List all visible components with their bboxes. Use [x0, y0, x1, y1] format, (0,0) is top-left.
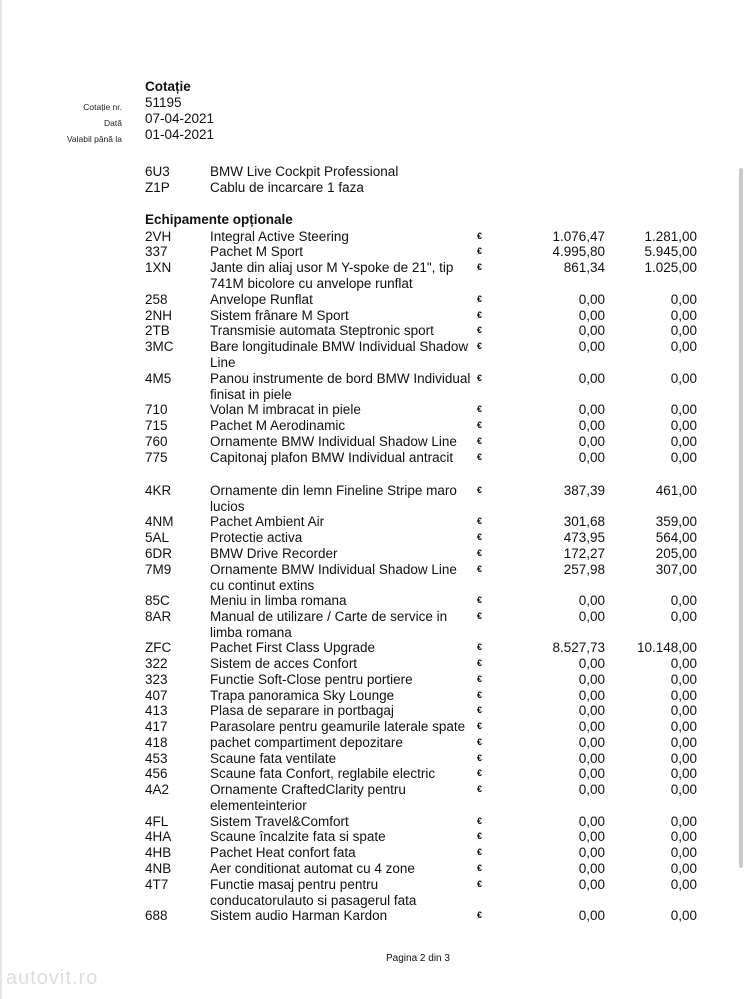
euro-sign: € [477, 404, 483, 414]
item-price-gross: 0,00 [670, 450, 697, 465]
item-description: Functie masaj pentru pentru conducatorulauto si pasagerul fata [210, 877, 417, 908]
item-price-net: 0,00 [578, 719, 605, 734]
euro-sign: € [477, 768, 483, 778]
item-price-gross: 0,00 [670, 402, 697, 417]
euro-sign: € [477, 420, 483, 430]
item-price-net: 0,00 [578, 703, 605, 718]
item-code: 8AR [145, 609, 172, 624]
item-price-gross: 1.281,00 [644, 229, 697, 244]
item-price-net: 0,00 [578, 450, 605, 465]
item-price-gross: 0,00 [670, 609, 697, 624]
item-code: 3MC [145, 339, 174, 354]
item-code: 775 [145, 450, 168, 465]
euro-sign: € [477, 231, 483, 241]
euro-sign: € [477, 721, 483, 731]
item-code: 688 [145, 908, 168, 923]
document-title: Cotație [145, 79, 191, 94]
euro-sign: € [477, 548, 483, 558]
item-code: 418 [145, 735, 168, 750]
item-code: 4T7 [145, 877, 169, 892]
item-price-net: 0,00 [578, 609, 605, 624]
item-code: 322 [145, 656, 168, 671]
item-price-gross: 0,00 [670, 339, 697, 354]
item-price-gross: 0,00 [670, 371, 697, 386]
item-price-net: 0,00 [578, 814, 605, 829]
item-price-gross: 0,00 [670, 434, 697, 449]
watermark: autovit.ro [6, 967, 99, 989]
item-description: Pachet M Sport [210, 244, 304, 259]
item-price-net: 0,00 [578, 656, 605, 671]
item-code: 323 [145, 672, 168, 687]
item-code: 1XN [145, 260, 172, 275]
euro-sign: € [477, 910, 483, 920]
euro-sign: € [477, 847, 483, 857]
item-description: Volan M imbracat in piele [210, 402, 361, 417]
item-description: Aer conditionat automat cu 4 zone [210, 861, 415, 876]
item-price-gross: 0,00 [670, 782, 697, 797]
euro-sign: € [477, 310, 483, 320]
item-code: ZFC [145, 640, 172, 655]
item-code: 4M5 [145, 371, 172, 386]
valid-until-value: 01-04-2021 [145, 127, 215, 142]
item-description: Functie Soft-Close pentru portiere [210, 672, 413, 687]
item-price-gross: 5.945,00 [644, 244, 697, 259]
item-code: 4A2 [145, 782, 170, 797]
item-price-gross: 1.025,00 [644, 260, 697, 275]
item-price-gross: 0,00 [670, 308, 697, 323]
item-price-net: 0,00 [578, 908, 605, 923]
euro-sign: € [477, 341, 483, 351]
item-price-gross: 0,00 [670, 845, 697, 860]
item-price-gross: 0,00 [670, 877, 697, 892]
euro-sign: € [477, 325, 483, 335]
item-description: Trapa panoramica Sky Lounge [210, 688, 395, 703]
item-price-net: 473,95 [563, 530, 605, 545]
item-code: 6DR [145, 546, 173, 561]
item-price-net: 0,00 [578, 735, 605, 750]
euro-sign: € [477, 246, 483, 256]
item-price-net: 0,00 [578, 308, 605, 323]
item-description: Integral Active Steering [210, 229, 349, 244]
item-description: Ornamente CraftedClarity pentru elementeinterior [210, 782, 406, 813]
item-price-gross: 0,00 [670, 593, 697, 608]
euro-sign: € [477, 705, 483, 715]
item-description: BMW Drive Recorder [210, 546, 338, 561]
item-price-gross: 0,00 [670, 861, 697, 876]
item-code: 2NH [145, 308, 173, 323]
item-code: 7M9 [145, 562, 172, 577]
euro-sign: € [477, 485, 483, 495]
item-price-gross: 0,00 [670, 418, 697, 433]
euro-sign: € [477, 452, 483, 462]
item-price-net: 0,00 [578, 782, 605, 797]
euro-sign: € [477, 753, 483, 763]
item-code: 4FL [145, 814, 169, 829]
item-price-net: 301,68 [563, 514, 605, 529]
euro-sign: € [477, 674, 483, 684]
standard-item-desc: BMW Live Cockpit Professional [210, 164, 399, 179]
quote-number-value: 51195 [145, 95, 182, 110]
item-price-net: 0,00 [578, 371, 605, 386]
item-code: 413 [145, 703, 168, 718]
item-price-gross: 0,00 [670, 829, 697, 844]
item-price-gross: 0,00 [670, 735, 697, 750]
item-price-net: 0,00 [578, 829, 605, 844]
euro-sign: € [477, 294, 483, 304]
item-code: 456 [145, 766, 168, 781]
euro-sign: € [477, 784, 483, 794]
euro-sign: € [477, 690, 483, 700]
item-description: Sistem frânare M Sport [210, 308, 349, 323]
euro-sign: € [477, 879, 483, 889]
item-price-gross: 205,00 [655, 546, 697, 561]
item-price-net: 0,00 [578, 861, 605, 876]
item-price-net: 0,00 [578, 593, 605, 608]
item-price-net: 0,00 [578, 339, 605, 354]
item-description: Sistem Travel&Comfort [210, 814, 349, 829]
item-code: 4HB [145, 845, 172, 860]
item-price-net: 172,27 [563, 546, 605, 561]
euro-sign: € [477, 816, 483, 826]
item-price-gross: 0,00 [670, 656, 697, 671]
item-description: Pachet First Class Upgrade [210, 640, 376, 655]
item-price-net: 0,00 [578, 434, 605, 449]
item-price-net: 387,39 [563, 483, 605, 498]
item-price-gross: 0,00 [670, 908, 697, 923]
item-price-net: 0,00 [578, 323, 605, 338]
item-description: Ornamente BMW Individual Shadow Line cu continut extins [210, 562, 457, 593]
item-code: 2TB [145, 323, 170, 338]
item-price-net: 0,00 [578, 766, 605, 781]
item-price-net: 1.076,47 [552, 229, 605, 244]
item-price-net: 257,98 [563, 562, 605, 577]
item-description: Ornamente BMW Individual Shadow Line [210, 434, 457, 449]
item-description: Scaune încalzite fata si spate [210, 829, 386, 844]
item-price-net: 8.527,73 [552, 640, 605, 655]
item-description: pachet compartiment depozitare [210, 735, 403, 750]
item-code: 417 [145, 719, 168, 734]
item-price-gross: 0,00 [670, 703, 697, 718]
item-description: Parasolare pentru geamurile laterale spate [210, 719, 466, 734]
item-description: Plasa de separare in portbagaj [210, 703, 394, 718]
item-description: Protectie activa [210, 530, 303, 545]
euro-sign: € [477, 532, 483, 542]
item-code: 407 [145, 688, 168, 703]
euro-sign: € [477, 595, 483, 605]
item-price-net: 0,00 [578, 292, 605, 307]
item-code: 5AL [145, 530, 170, 545]
item-code: 258 [145, 292, 168, 307]
page-number: Pagina 2 din 3 [386, 953, 450, 964]
item-code: 715 [145, 418, 168, 433]
item-price-gross: 0,00 [670, 688, 697, 703]
item-price-gross: 307,00 [655, 562, 697, 577]
item-description: Pachet Ambient Air [210, 514, 325, 529]
item-description: Pachet Heat confort fata [210, 845, 356, 860]
item-price-gross: 0,00 [670, 751, 697, 766]
date-label: Dată [104, 118, 122, 128]
euro-sign: € [477, 373, 483, 383]
item-description: Manual de utilizare / Carte de service in limba romana [210, 609, 448, 640]
euro-sign: € [477, 658, 483, 668]
item-description: Jante din aliaj usor M Y-spoke de 21", tip 741M bicolore cu anvelope runflat [210, 260, 454, 291]
euro-sign: € [477, 737, 483, 747]
item-price-gross: 359,00 [655, 514, 697, 529]
item-code: 4KR [145, 483, 172, 498]
euro-sign: € [477, 564, 483, 574]
item-description: Transmisie automata Steptronic sport [210, 323, 434, 338]
item-price-net: 4.995,80 [552, 244, 605, 259]
item-price-gross: 0,00 [670, 814, 697, 829]
item-price-gross: 564,00 [655, 530, 697, 545]
scrollbar-thumb[interactable] [739, 168, 743, 868]
item-price-net: 0,00 [578, 845, 605, 860]
item-description: Scaune fata Confort, reglabile electric [210, 766, 436, 781]
optional-equipment-heading: Echipamente opționale [145, 212, 293, 227]
euro-sign: € [477, 863, 483, 873]
page-edge [0, 0, 2, 999]
item-price-net: 0,00 [578, 877, 605, 892]
item-price-gross: 0,00 [670, 323, 697, 338]
item-description: Capitonaj plafon BMW Individual antracit [210, 450, 454, 465]
item-description: Pachet M Aerodinamic [210, 418, 346, 433]
item-description: Meniu in limba romana [210, 593, 347, 608]
euro-sign: € [477, 516, 483, 526]
item-price-gross: 10.148,00 [636, 640, 697, 655]
item-description: Anvelope Runflat [210, 292, 313, 307]
standard-item-desc: Cablu de incarcare 1 faza [210, 180, 364, 195]
item-code: 4NM [145, 514, 174, 529]
item-price-net: 0,00 [578, 751, 605, 766]
item-description: Bare longitudinale BMW Individual Shadow Line [210, 339, 469, 370]
item-price-gross: 0,00 [670, 766, 697, 781]
item-description: Sistem audio Harman Kardon [210, 908, 388, 923]
item-price-net: 861,34 [563, 260, 605, 275]
item-code: 2VH [145, 229, 172, 244]
standard-item-code: 6U3 [145, 164, 170, 179]
item-description: Ornamente din lemn Fineline Stripe maro lucios [210, 483, 457, 514]
item-price-net: 0,00 [578, 418, 605, 433]
euro-sign: € [477, 436, 483, 446]
item-price-net: 0,00 [578, 672, 605, 687]
item-code: 453 [145, 751, 168, 766]
euro-sign: € [477, 642, 483, 652]
euro-sign: € [477, 831, 483, 841]
item-code: 760 [145, 434, 168, 449]
item-description: Sistem de acces Confort [210, 656, 358, 671]
item-price-gross: 461,00 [655, 483, 697, 498]
item-price-net: 0,00 [578, 402, 605, 417]
item-code: 4NB [145, 861, 172, 876]
valid-until-label: Valabil până la [66, 134, 122, 144]
item-price-gross: 0,00 [670, 719, 697, 734]
item-code: 337 [145, 244, 168, 259]
item-description: Panou instrumente de bord BMW Individual finisat in piele [210, 371, 471, 402]
item-code: 4HA [145, 829, 172, 844]
item-price-net: 0,00 [578, 688, 605, 703]
euro-sign: € [477, 262, 483, 272]
quote-number-label: Cotație nr. [83, 102, 122, 112]
euro-sign: € [477, 611, 483, 621]
date-value: 07-04-2021 [145, 111, 215, 126]
item-price-gross: 0,00 [670, 292, 697, 307]
item-code: 710 [145, 402, 168, 417]
item-code: 85C [145, 593, 170, 608]
item-price-gross: 0,00 [670, 672, 697, 687]
standard-item-code: Z1P [145, 180, 170, 195]
item-description: Scaune fata ventilate [210, 751, 337, 766]
